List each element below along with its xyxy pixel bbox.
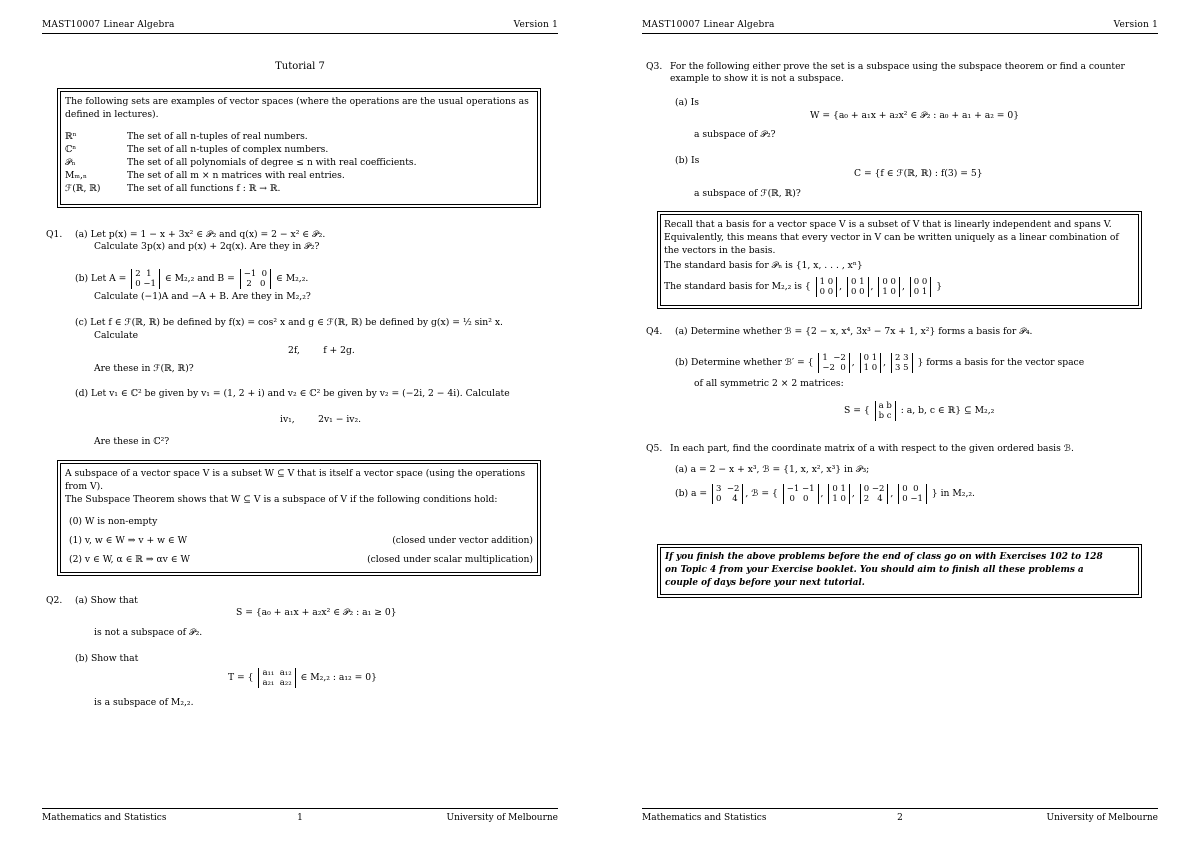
q1-c-line2: Calculate [94, 330, 139, 341]
q4-b-line2: of all symmetric 2 × 2 matrices: [694, 378, 844, 389]
version-label: Version 1 [1113, 20, 1158, 30]
note-line3: couple of days before your next tutorial. [665, 578, 865, 588]
q1-a-line1: (a) Let p(x) = 1 − x + 3x² ∈ 𝒫₂ and q(x) = 2 − x² ∈ 𝒫₂. [75, 229, 326, 240]
matrix-entry: −1 [786, 483, 800, 494]
matrix-entry: 0 [840, 493, 846, 504]
note-line2: on Topic 4 from your Exercise booklet. You should aim to finish all these problems a [665, 565, 1084, 575]
q4-b-text: (b) Determine whether ℬ′ = [675, 357, 805, 368]
matrix-b [240, 269, 271, 289]
matrix-entry: 1 [146, 268, 152, 279]
matrix-entry: a₂₁ [262, 677, 275, 688]
q1-b-line2: Calculate (−1)A and −A + B. Are they in M₂,₂? [94, 291, 311, 302]
footer-right: University of Melbourne [446, 813, 558, 823]
basis-matrix [828, 484, 850, 504]
matrix-entry: 1 [822, 352, 828, 363]
q1-d-line1: (d) Let v₁ ∈ ℂ² be given by v₁ = (1, 2 + i) and v₂ ∈ ℂ² be given by v₂ = (−2i, 2 − 4i). Calculate [75, 388, 510, 399]
matrix-entry: 3 [716, 483, 722, 494]
matrix-entry: b [878, 410, 885, 421]
set-s-suffix: : a, b, c ∈ ℝ} ⊆ M₂,₂ [900, 405, 995, 416]
footer-left: Mathematics and Statistics [642, 813, 767, 823]
q1-a-line2: Calculate 3p(x) and p(x) + 2q(x). Are they in 𝒫₂? [94, 241, 320, 252]
q4-a: (a) Determine whether ℬ = {2 − x, x⁴, 3x³ − 7x + 1, x²} forms a basis for 𝒫₄. [675, 326, 1033, 337]
matrix-entry: 0 [259, 278, 266, 289]
q1-b-line1 [75, 266, 308, 292]
matrix-entry: 2 [246, 278, 252, 289]
matrix-entry: −2 [726, 483, 740, 494]
q5-a: (a) a = 2 − x + x³, ℬ = {1, x, x², x³} in 𝒫₃; [675, 464, 870, 475]
q1-label: Q1. [46, 229, 63, 240]
set-t-prefix: T = { [228, 672, 254, 683]
q4-b-line1: (b) Determine whether ℬ′ = { 1 −2 −2 0 , 0 1 1 0 , 2 3 3 5 } forms a basis for the vector space [675, 352, 1085, 373]
q2-a-line1: (a) Show that [75, 595, 138, 606]
q3-label: Q3. [646, 61, 663, 72]
matrix-entry: 0 [819, 286, 826, 297]
subspace-def-1: A subspace of a vector space V is a subset W ⊆ V that is itself a vector space (using the operations [65, 468, 526, 479]
matrix-entry: 1 [863, 362, 870, 373]
basis-matrix [910, 277, 932, 297]
q2-b-line3: is a subspace of M₂,₂. [94, 697, 194, 708]
matrix-entry: 0 [261, 268, 268, 279]
basis-matrix [847, 277, 869, 297]
q3-b-line3: a subspace of ℱ(ℝ, ℝ)? [694, 188, 801, 199]
matrix-entry: 1 [882, 286, 888, 297]
matrix-entry: 0 [890, 286, 896, 297]
matrix-entry: 2 [863, 493, 870, 504]
matrix-entry: a₁₁ [262, 667, 275, 678]
matrix-entry: 0 [902, 493, 908, 504]
matrix-entry: 0 [863, 483, 870, 494]
matrix-entry: 0 [921, 276, 928, 287]
matrix-entry: −1 [143, 278, 156, 289]
matrix-entry: 0 [840, 362, 846, 373]
basis-matrix [878, 277, 900, 297]
set-description: The set of all functions f : ℝ → ℝ. [127, 183, 281, 194]
basis-matrix [783, 484, 819, 504]
matrix-t [258, 668, 295, 688]
q5-b-text: (b) a = [675, 488, 708, 499]
matrix-entry: 0 [913, 483, 919, 494]
basis-line3: the vectors in the basis. [664, 245, 776, 256]
note-line1: If you finish the above problems before the end of class go on with Exercises 102 to 128 [665, 552, 1103, 562]
basis-line5: The standard basis for M₂,₂ is { 1 0 0 0 , 0 1 0 0 , 0 0 1 0 , 0 0 0 1 } [664, 276, 943, 297]
matrix-entry: 0 [716, 493, 722, 504]
q4-set-s: S = { a b b c : a, b, c ∈ ℝ} ⊆ M₂,₂ [844, 400, 995, 421]
version-label: Version 1 [513, 20, 558, 30]
matrix-entry: 4 [732, 493, 738, 504]
matrix-entry: 1 [871, 352, 878, 363]
condition-2-note: (closed under scalar multiplication) [367, 554, 533, 565]
basis-box [657, 211, 1142, 309]
q4-label: Q4. [646, 326, 663, 337]
matrix-entry: 0 [882, 276, 888, 287]
matrix-s [875, 401, 896, 421]
basis-matrix [860, 484, 889, 504]
matrix-entry: 1 [921, 286, 928, 297]
matrix-entry: 0 [802, 493, 809, 504]
q1-c-line4: Are these in ℱ(ℝ, ℝ)? [94, 363, 194, 374]
q5-b-text: in M₂,₂. [940, 488, 975, 499]
q2-a-line3: is not a subspace of 𝒫₂. [94, 627, 203, 638]
matrix-entry: 1 [859, 276, 865, 287]
set-symbol: Mₘ,ₙ [65, 170, 87, 181]
matrix-entry: −1 [243, 268, 257, 279]
basis-matrix [891, 353, 913, 373]
q1-c-expr: 2f, f + 2g. [288, 345, 355, 356]
q1-d-line3: Are these in ℂ²? [94, 436, 170, 447]
set-description: The set of all m × n matrices with real entries. [127, 170, 345, 181]
matrix-entry: 2 [895, 352, 901, 363]
matrix-entry: 0 [827, 276, 834, 287]
set-description: The set of all n-tuples of complex numbers. [127, 144, 329, 155]
q1-b-text: ∈ M₂,₂. [275, 273, 309, 284]
matrix-a [712, 484, 743, 504]
matrix-entry: c [886, 410, 892, 421]
set-t-suffix: ∈ M₂,₂ : a₁₂ = 0} [300, 672, 377, 683]
course-title: MAST10007 Linear Algebra [42, 20, 175, 30]
matrix-entry: 0 [902, 483, 908, 494]
matrix-entry: 0 [859, 286, 865, 297]
intro-text-2: defined in lectures). [65, 109, 159, 120]
q2-label: Q2. [46, 595, 63, 606]
basis-line2: Equivalently, this means that every vector in V can be written uniquely as a linear combination of [664, 232, 1119, 243]
matrix-entry: 0 [789, 493, 795, 504]
basis-line1: Recall that a basis for a vector space V is a subset of V that is linearly independent and spans V. [664, 219, 1112, 230]
matrix-entry: 0 [890, 276, 896, 287]
matrix-entry: 0 [851, 276, 857, 287]
matrix-entry: 4 [877, 493, 883, 504]
q1-b-text: ∈ M₂,₂ and B = [164, 273, 235, 284]
matrix-entry: 0 [135, 278, 141, 289]
set-symbol: ℂⁿ [65, 144, 77, 155]
q5-label: Q5. [646, 443, 663, 454]
q3-line2: example to show it is not a subspace. [670, 73, 844, 84]
q1-d-expr: iv₁, 2v₁ − iv₂. [280, 414, 362, 425]
matrix-entry: a [878, 400, 884, 411]
basis-line4: The standard basis for 𝒫ₙ is {1, x, . . . , xⁿ} [664, 260, 863, 271]
page-2 [600, 0, 1200, 849]
basis-matrix [818, 353, 849, 373]
page-header [42, 20, 558, 34]
matrix-entry: 1 [819, 276, 826, 287]
q2-set-s: S = {a₀ + a₁x + a₂x² ∈ 𝒫₂ : a₁ ≥ 0} [236, 607, 397, 618]
matrix-a [131, 269, 160, 289]
q1-b-text: (b) Let A = [75, 273, 127, 284]
matrix-entry: a₁₂ [279, 667, 292, 678]
page-number: 1 [297, 813, 303, 823]
matrix-entry: 0 [871, 362, 878, 373]
matrix-entry: 0 [913, 286, 920, 297]
q5-b-text: , ℬ = [745, 488, 770, 499]
set-description: The set of all polynomials of degree ≤ n with real coefficients. [127, 157, 417, 168]
tutorial-title: Tutorial 7 [275, 61, 325, 72]
basis-matrix [898, 484, 927, 504]
intro-text: The following sets are examples of vector spaces (where the operations are the usual operations as [65, 96, 529, 107]
condition-0: (0) W is non-empty [69, 516, 158, 527]
basis-matrix [816, 277, 838, 297]
matrix-entry: −1 [910, 493, 923, 504]
q3-a-line3: a subspace of 𝒫₂? [694, 129, 776, 140]
q3-b-line1: (b) Is [675, 155, 700, 166]
q5-line1: In each part, find the coordinate matrix of a with respect to the given ordered basis ℬ. [670, 443, 1074, 454]
exercise-note-box [657, 544, 1142, 598]
matrix-entry: 1 [840, 483, 846, 494]
vector-spaces-box [57, 88, 541, 208]
matrix-entry: 5 [903, 362, 909, 373]
matrix-entry: −2 [833, 352, 846, 363]
page-footer [42, 808, 558, 825]
q5-b: (b) a = 3 −2 0 4 , ℬ = { −1 −1 0 0 , 0 1 1 0 , 0 −2 2 4 , 0 0 0 −1 } in M₂,₂. [675, 483, 975, 504]
page-header [642, 20, 1158, 34]
matrix-entry: 3 [895, 362, 901, 373]
matrix-entry: −2 [822, 362, 835, 373]
condition-1: (1) v, w ∈ W ⇒ v + w ∈ W [69, 535, 188, 546]
course-title: MAST10007 Linear Algebra [642, 20, 775, 30]
matrix-entry: 1 [832, 493, 838, 504]
q1-c-line1: (c) Let f ∈ ℱ(ℝ, ℝ) be defined by f(x) = cos² x and g ∈ ℱ(ℝ, ℝ) be defined by g(x) = ½ sin² x. [75, 317, 503, 328]
matrix-entry: a₂₂ [279, 677, 292, 688]
q2-set-t [228, 665, 377, 691]
matrix-entry: 0 [913, 276, 920, 287]
page-footer [642, 808, 1158, 825]
matrix-entry: 0 [851, 286, 857, 297]
set-symbol: ℱ(ℝ, ℝ) [65, 183, 101, 194]
footer-right: University of Melbourne [1046, 813, 1158, 823]
q4-b-text: forms a basis for the vector space [926, 357, 1085, 368]
matrix-entry: 0 [863, 352, 870, 363]
q3-a-line1: (a) Is [675, 97, 699, 108]
basis-matrix [860, 353, 882, 373]
set-symbol: 𝒫ₙ [65, 157, 76, 168]
matrix-entry: 2 [135, 268, 141, 279]
subspace-def-2: from V). [65, 481, 104, 492]
footer-left: Mathematics and Statistics [42, 813, 167, 823]
subspace-theorem-box [57, 460, 541, 576]
matrix-entry: b [886, 400, 892, 411]
matrix-entry: 3 [903, 352, 909, 363]
matrix-entry: −1 [801, 483, 815, 494]
q2-b-line1: (b) Show that [75, 653, 139, 664]
matrix-entry: −2 [871, 483, 885, 494]
q3-set-c: C = {f ∈ ℱ(ℝ, ℝ) : f(3) = 5} [854, 168, 983, 179]
subspace-theorem: The Subspace Theorem shows that W ⊆ V is a subspace of V if the following conditions hold: [65, 494, 498, 505]
set-symbol: ℝⁿ [65, 131, 77, 142]
q3-line1: For the following either prove the set is a subspace using the subspace theorem or find a counter [670, 61, 1125, 72]
basis-m22-text: The standard basis for M₂,₂ is [664, 281, 802, 292]
set-description: The set of all n-tuples of real numbers. [127, 131, 308, 142]
page-number: 2 [897, 813, 903, 823]
matrix-entry: 0 [832, 483, 838, 494]
condition-1-note: (closed under vector addition) [392, 535, 533, 546]
matrix-entry: 0 [827, 286, 834, 297]
condition-2: (2) v ∈ W, α ∈ ℝ ⇒ αv ∈ W [69, 554, 190, 565]
q3-set-w: W = {a₀ + a₁x + a₂x² ∈ 𝒫₂ : a₀ + a₁ + a₂ = 0} [810, 110, 1020, 121]
set-s-prefix: S = [844, 405, 861, 416]
